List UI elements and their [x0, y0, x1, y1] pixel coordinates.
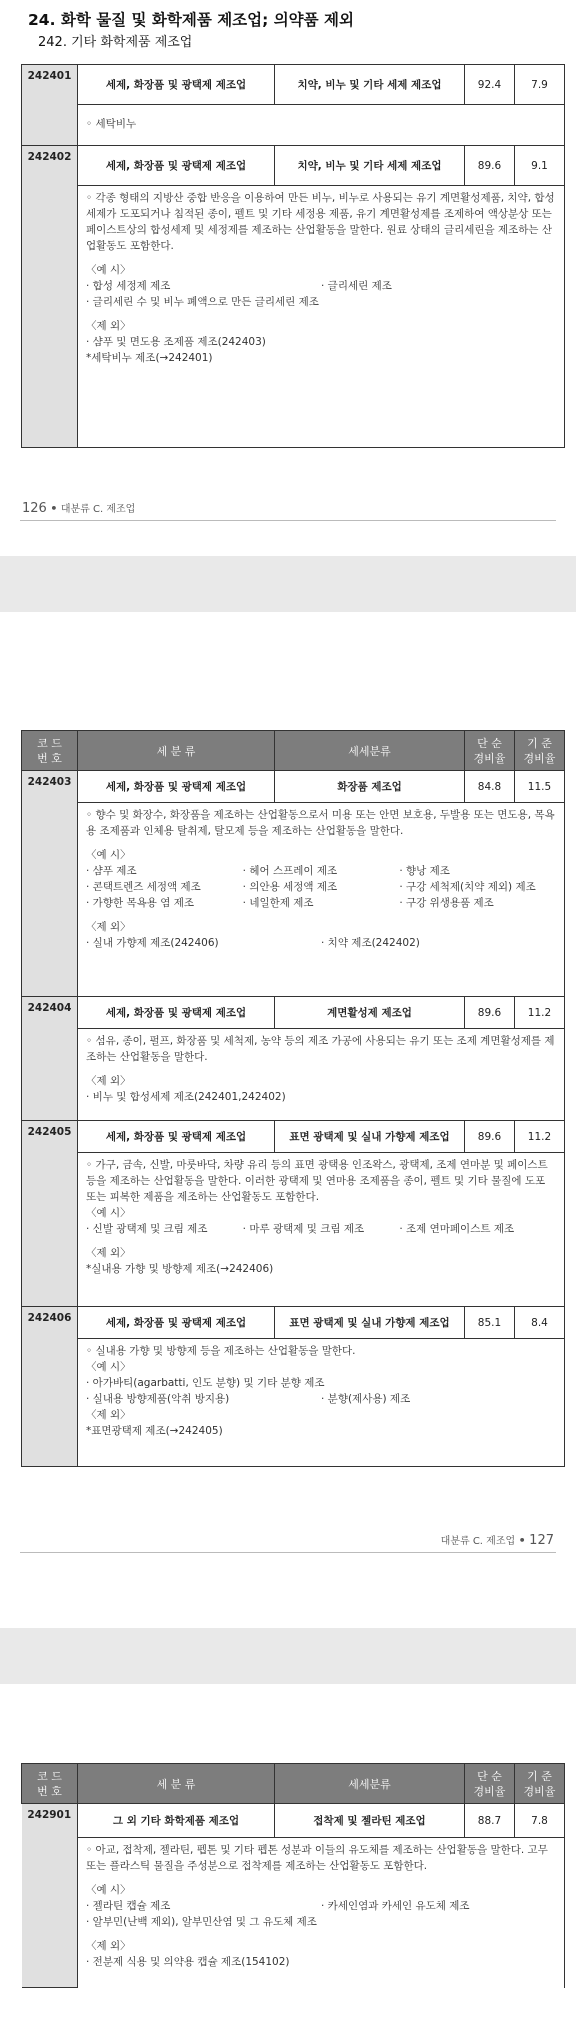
example-label: 〈예 시〉: [86, 1207, 131, 1219]
page-number: 126: [22, 501, 47, 516]
class-name-cell: 세제, 화장품 및 광택제 제조업: [78, 65, 275, 105]
table-header: [22, 1764, 565, 1804]
exclusion-label: 〈제 외〉: [86, 1409, 131, 1421]
subclass-name-cell: 치약, 비누 및 기타 세제 제조업: [275, 146, 465, 186]
footer-rule: [20, 1552, 556, 1553]
standard-rate-cell: 7.9: [515, 65, 565, 105]
exclusion-label: 〈제 외〉: [86, 1075, 131, 1087]
description-cell: [78, 1153, 565, 1307]
exclusion-item: *실내용 가향 및 방향제 제조(→242406): [86, 1263, 274, 1275]
description-cell: [78, 186, 565, 448]
example-item: · 구강 세척제(치약 제외) 제조: [399, 881, 536, 893]
standard-rate-cell: 11.2: [515, 997, 565, 1029]
header-subclass: 세세분류: [275, 731, 465, 771]
code-cell: 242401: [22, 65, 78, 146]
footer-rule: [20, 520, 556, 521]
example-item: · 신발 광택제 및 크림 제조: [86, 1223, 208, 1235]
example-item: · 구강 위생용품 제조: [399, 897, 494, 909]
description-text: ◦ 섬유, 종이, 펄프, 화장품 및 세척제, 농약 등의 제조 가공에 사용되는 유기 또는 조제 계면활성제를 제조하는 산업활동을 말한다.: [86, 1035, 555, 1063]
example-item: · 조제 연마페이스트 제조: [399, 1223, 515, 1235]
class-name-cell: 세제, 화장품 및 광택제 제조업: [78, 771, 275, 803]
table-row: [22, 105, 565, 146]
header-simple-rate: 단 순 경비율: [465, 1764, 515, 1804]
subclass-name-cell: 계면활성제 제조업: [275, 997, 465, 1029]
standard-rate-cell: 11.2: [515, 1121, 565, 1153]
class-name-cell: 세제, 화장품 및 광택제 제조업: [78, 146, 275, 186]
exclusion-label: 〈제 외〉: [86, 921, 131, 933]
example-item: · 네일한제 제조: [242, 897, 314, 909]
example-label: 〈예 시〉: [86, 1884, 131, 1896]
code-cell: 242406: [22, 1307, 78, 1467]
table-row: [22, 803, 565, 997]
example-item: · 글리세린 제조: [321, 280, 392, 292]
description-cell: [78, 1339, 565, 1467]
classification-table-p126: [21, 64, 565, 448]
standard-rate-cell: 9.1: [515, 146, 565, 186]
simple-rate-cell: 89.6: [465, 997, 515, 1029]
exclusion-item: *표면광택제 제조(→242405): [86, 1425, 223, 1437]
subclass-name-cell: 치약, 비누 및 기타 세제 제조업: [275, 65, 465, 105]
simple-rate-cell: 84.8: [465, 771, 515, 803]
header-class: 세 분 류: [78, 731, 275, 771]
description-text: ◦ 세탁비누: [86, 118, 137, 130]
description-cell: [78, 803, 565, 997]
table-row: [22, 1121, 565, 1153]
example-item: · 아가바티(agarbatti, 인도 분향) 및 기타 분향 제조: [86, 1377, 325, 1389]
page-127: [0, 612, 576, 1628]
classification-table-p127: [21, 730, 565, 1467]
example-label: 〈예 시〉: [86, 264, 131, 276]
description-cell: [78, 105, 565, 146]
footer-text: 대분류 C. 제조업: [60, 504, 136, 515]
table-header: [22, 731, 565, 771]
code-cell: 242402: [22, 146, 78, 448]
code-cell: 242405: [22, 1121, 78, 1307]
page-footer: 대분류 C. 제조업 • 127: [440, 1533, 554, 1548]
description-text: ◦ 아교, 접착제, 젤라틴, 펩톤 및 기타 펩톤 성분과 이들의 유도체를 제조하는 산업활동을 말한다. 고무 또는 플라스틱 물질을 주성분으로 접착제를 제조하는 산업활동도 포함한다.: [86, 1844, 548, 1872]
chapter-title: 24. 화학 물질 및 화학제품 제조업; 의약품 제외: [28, 11, 354, 29]
table-row: [22, 65, 565, 105]
example-item: · 젤라틴 캡슐 제조: [86, 1900, 171, 1912]
class-name-cell: 세제, 화장품 및 광택제 제조업: [78, 997, 275, 1029]
class-name-cell: 세제, 화장품 및 광택제 제조업: [78, 1121, 275, 1153]
class-name-cell: 세제, 화장품 및 광택제 제조업: [78, 1307, 275, 1339]
exclusion-item: · 비누 및 합성세제 제조(242401,242402): [86, 1091, 286, 1103]
subclass-name-cell: 표면 광택제 및 실내 가향제 제조업: [275, 1307, 465, 1339]
exclusion-item: · 실내 가향제 제조(242406): [86, 937, 219, 949]
example-item: · 콘택트렌즈 세정액 제조: [86, 881, 201, 893]
code-cell: 242404: [22, 997, 78, 1121]
footer-text: 대분류 C. 제조업: [440, 1536, 516, 1547]
page-number: 127: [529, 1533, 554, 1548]
example-item: · 헤어 스프레이 제조: [242, 865, 338, 877]
table-row: [22, 1307, 565, 1339]
example-item: · 알부민(난백 제외), 알부민산염 및 그 유도체 제조: [86, 1916, 317, 1928]
description-cell: [78, 1838, 565, 1988]
table-row: [22, 1804, 565, 1838]
table-row: [22, 1153, 565, 1307]
table-row: [22, 1339, 565, 1467]
table-row: [22, 1029, 565, 1121]
example-item: · 가향한 목욕용 염 제조: [86, 897, 194, 909]
example-item: · 합성 세정제 제조: [86, 280, 171, 292]
example-item: · 샴푸 제조: [86, 865, 137, 877]
simple-rate-cell: 89.6: [465, 1121, 515, 1153]
header-code: 코 드 번 호: [22, 731, 78, 771]
class-name-cell: 그 외 기타 화학제품 제조업: [78, 1804, 275, 1838]
example-item: · 의안용 세정액 제조: [242, 881, 338, 893]
header-class: 세 분 류: [78, 1764, 275, 1804]
exclusion-item: · 샴푸 및 면도용 조제품 제조(242403): [86, 336, 266, 348]
page-126: [0, 0, 576, 556]
table-row: [22, 186, 565, 448]
example-label: 〈예 시〉: [86, 1361, 131, 1373]
simple-rate-cell: 88.7: [465, 1804, 515, 1838]
simple-rate-cell: 92.4: [465, 65, 515, 105]
subclass-name-cell: 화장품 제조업: [275, 771, 465, 803]
code-cell: 242901: [22, 1804, 78, 1988]
table-row: [22, 997, 565, 1029]
example-item: · 카세인염과 카세인 유도체 제조: [321, 1900, 470, 1912]
description-cell: [78, 1029, 565, 1121]
example-item: · 마루 광택제 및 크림 제조: [242, 1223, 365, 1235]
table-row: [22, 771, 565, 803]
example-item: · 실내용 방향제품(악취 방지용): [86, 1393, 230, 1405]
table-row: [22, 1838, 565, 1988]
exclusion-item: · 전분제 식용 및 의약용 캡슐 제조(154102): [86, 1956, 290, 1968]
simple-rate-cell: 85.1: [465, 1307, 515, 1339]
page-gap: [0, 556, 576, 612]
exclusion-label: 〈제 외〉: [86, 1247, 131, 1259]
subclass-name-cell: 표면 광택제 및 실내 가향제 제조업: [275, 1121, 465, 1153]
standard-rate-cell: 7.8: [515, 1804, 565, 1838]
simple-rate-cell: 89.6: [465, 146, 515, 186]
section-title: 242. 기타 화학제품 제조업: [38, 35, 193, 50]
subclass-name-cell: 접착제 및 젤라틴 제조업: [275, 1804, 465, 1838]
header-simple-rate: 단 순 경비율: [465, 731, 515, 771]
header-standard-rate: 기 준 경비율: [515, 731, 565, 771]
page-128: [0, 1684, 576, 2020]
exclusion-label: 〈제 외〉: [86, 1940, 131, 1952]
description-text: ◦ 가구, 금속, 신발, 마룻바닥, 차량 유리 등의 표면 광택용 인조왁스, 광택제, 조제 연마분 및 페이스트 등을 제조하는 산업활동을 말한다. 이러한 광택제 및 연마용 조제품을 종이, 펠트 및 기타 물질에 도포 또는 피복한 제품을 제조하는 산업활동도 포함한다.: [86, 1159, 548, 1203]
standard-rate-cell: 8.4: [515, 1307, 565, 1339]
page-footer: 126 • 대분류 C. 제조업: [22, 501, 136, 516]
page-gap: [0, 1628, 576, 1684]
table-row: [22, 146, 565, 186]
description-text: ◦ 향수 및 화장수, 화장품을 제조하는 산업활동으로서 미용 또는 안면 보호용, 두발용 또는 면도용, 목욕용 조제품과 인체용 탈취제, 탈모제 등을 제조하는 산업활동을 말한다.: [86, 809, 555, 837]
code-cell: 242403: [22, 771, 78, 997]
header-subclass: 세세분류: [275, 1764, 465, 1804]
header-standard-rate: 기 준 경비율: [515, 1764, 565, 1804]
description-text: ◦ 실내용 가향 및 방향제 등을 제조하는 산업활동을 말한다.: [86, 1345, 356, 1357]
description-text: ◦ 각종 형태의 지방산 중합 반응을 이용하여 만든 비누, 비누로 사용되는 유기 계면활성제품, 치약, 합성세제가 도포되거나 침적된 종이, 펠트 및 기타 세정용 제품, 유기 계면활성제를 조제하여 액상분상 또는 페이스트상의 합성세제 및 세정제를 제조하는 산업활동을 말한다. 원료 상태의 글리세린을 제조하는 산업활동도 포함한다.: [86, 192, 555, 252]
classification-table-p128: [21, 1763, 565, 1988]
example-label: 〈예 시〉: [86, 849, 131, 861]
exclusion-item: *세탁비누 제조(→242401): [86, 352, 213, 364]
standard-rate-cell: 11.5: [515, 771, 565, 803]
header-code: 코 드 번 호: [22, 1764, 78, 1804]
example-item: · 분향(제사용) 제조: [321, 1393, 411, 1405]
exclusion-label: 〈제 외〉: [86, 320, 131, 332]
example-item: · 향낭 제조: [399, 865, 450, 877]
exclusion-item: · 치약 제조(242402): [321, 937, 420, 949]
example-item: · 글리세린 수 및 비누 폐액으로 만든 글리세린 제조: [86, 296, 319, 308]
